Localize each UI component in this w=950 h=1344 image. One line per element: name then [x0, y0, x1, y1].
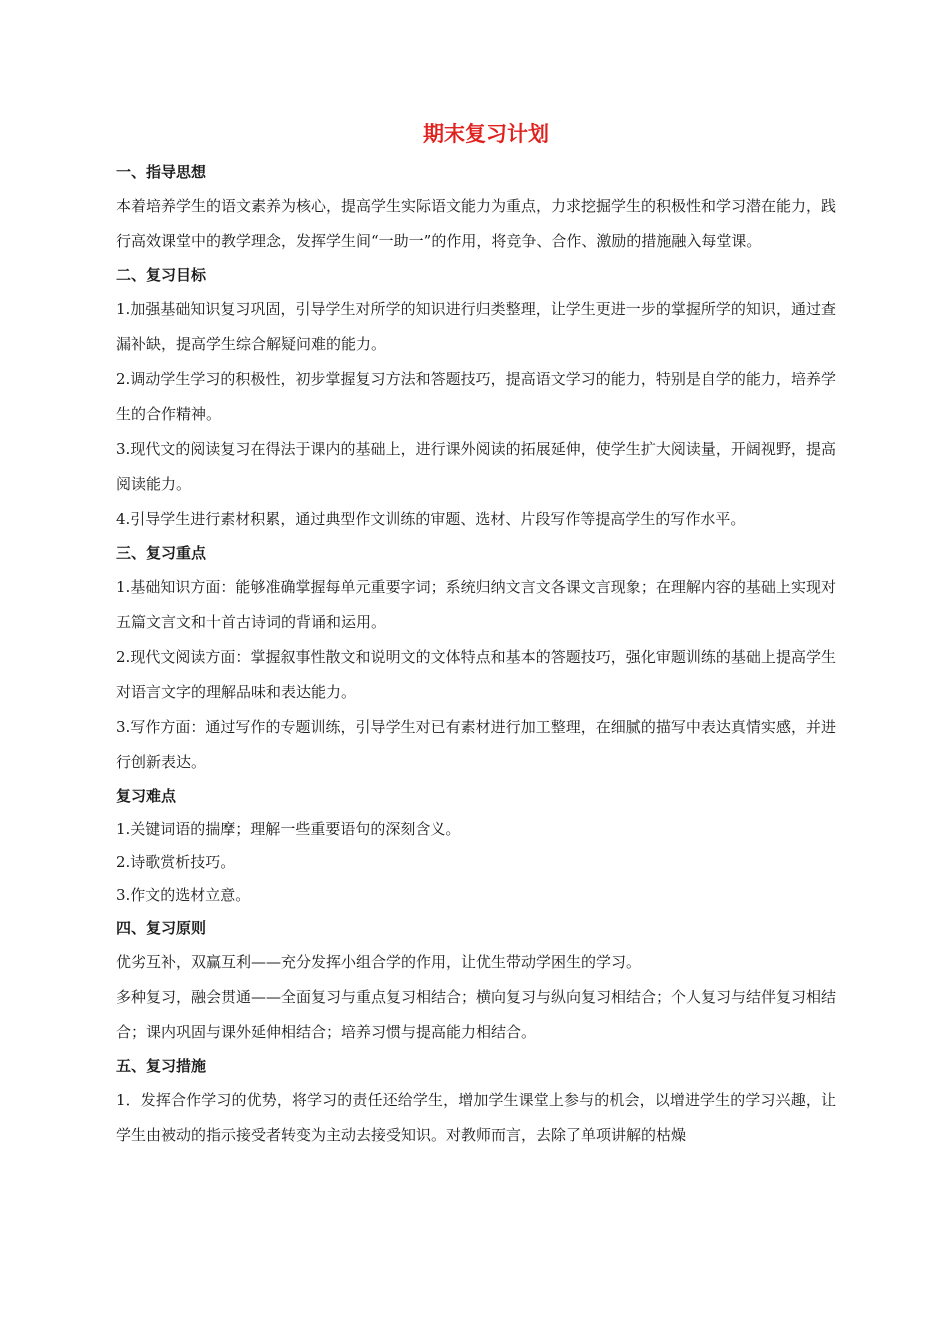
paragraph: 1.基础知识方面：能够准确掌握每单元重要字词；系统归纳文言文各课文言现象；在理解内容的基础上实现对五篇文言文和十首古诗词的背诵和运用。	[116, 578, 836, 631]
paragraph: 2.现代文阅读方面：掌握叙事性散文和说明文的文体特点和基本的答题技巧，强化审题训练的基础上提高学生对语言文字的理解品味和表达能力。	[116, 648, 836, 701]
document-page	[116, 118, 836, 1153]
document-title: 期末复习计划	[423, 122, 549, 146]
paragraph: 优劣互补，双赢互利——充分发挥小组合学的作用，让优生带动学困生的学习。	[116, 953, 642, 971]
section-heading-review-measures: 五、复习措施	[116, 1057, 207, 1075]
section-heading-guiding-thought: 一、指导思想	[116, 163, 207, 181]
section-heading-review-focus: 三、复习重点	[116, 544, 207, 562]
paragraph: 4.引导学生进行素材积累，通过典型作文训练的审题、选材、片段写作等提高学生的写作水平。	[116, 510, 746, 528]
paragraph: 本着培养学生的语文素养为核心，提高学生实际语文能力为重点，力求挖掘学生的积极性和学习潜在能力，践行高效课堂中的教学理念，发挥学生间“一助一”的作用，将竞争、合作、激励的措施融入每堂课。	[116, 197, 837, 250]
section-heading-review-principles: 四、复习原则	[116, 919, 207, 937]
paragraph: 1.加强基础知识复习巩固，引导学生对所学的知识进行归类整理，让学生更进一步的掌握所学的知识，通过查漏补缺，提高学生综合解疑问难的能力。	[116, 300, 836, 353]
paragraph: 1．发挥合作学习的优势，将学习的责任还给学生，增加学生课堂上参与的机会，以增进学生的学习兴趣，让学生由被动的指示接受者转变为主动去接受知识。对教师而言，去除了单项讲解的枯燥	[116, 1091, 836, 1144]
section-heading-review-difficulties: 复习难点	[116, 787, 177, 805]
paragraph: 2.调动学生学习的积极性，初步掌握复习方法和答题技巧，提高语文学习的能力，特别是自学的能力，培养学生的合作精神。	[116, 370, 836, 423]
paragraph: 3.现代文的阅读复习在得法于课内的基础上，进行课外阅读的拓展延伸，使学生扩大阅读量，开阔视野，提高阅读能力。	[116, 440, 836, 493]
paragraph: 1.关键词语的揣摩；理解一些重要语句的深刻含义。	[116, 820, 461, 838]
paragraph: 多种复习，融会贯通——全面复习与重点复习相结合；横向复习与纵向复习相结合；个人复习与结伴复习相结合；课内巩固与课外延伸相结合；培养习惯与提高能力相结合。	[116, 988, 837, 1041]
paragraph: 3.写作方面：通过写作的专题训练，引导学生对已有素材进行加工整理，在细腻的描写中表达真情实感，并进行创新表达。	[116, 718, 836, 771]
paragraph: 2.诗歌赏析技巧。	[116, 853, 236, 871]
section-heading-review-goals: 二、复习目标	[116, 266, 207, 284]
paragraph: 3.作文的选材立意。	[116, 886, 251, 904]
